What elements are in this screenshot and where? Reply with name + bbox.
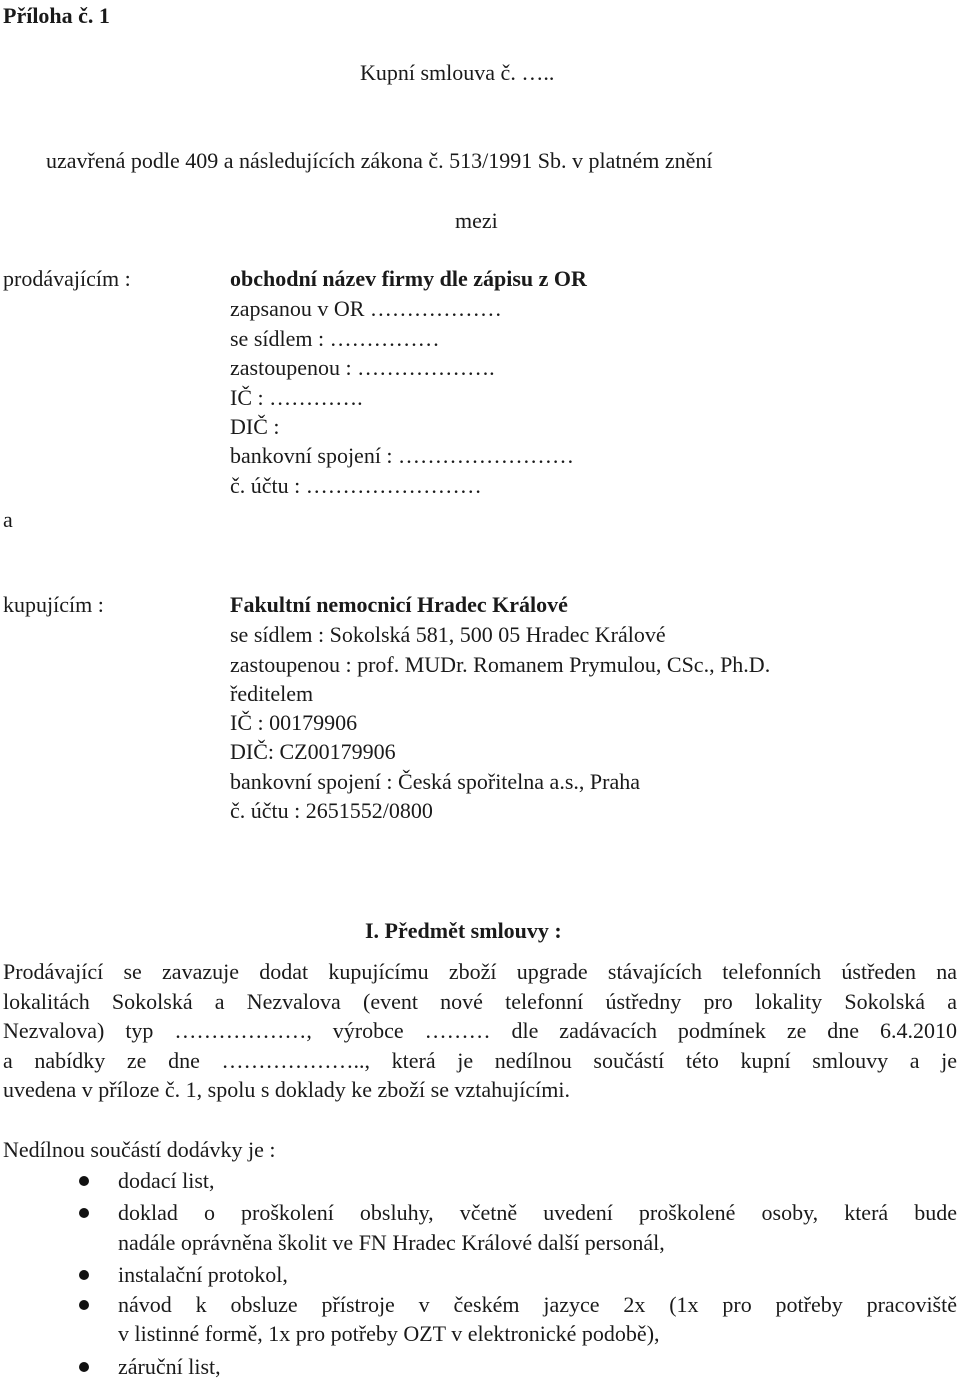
list-item: dodací list, (118, 1168, 215, 1193)
and-label: a (3, 507, 13, 532)
seller-label: prodávajícím : (3, 266, 131, 291)
list-item: záruční list, (118, 1354, 221, 1379)
contract-subtitle: uzavřená podle 409 a následujících zákona č. 513/1991 Sb. v platném znění (46, 148, 713, 173)
paragraph-line: Nezvalova) typ ………………, výrobce ……… dle zadávacích podmínek ze dne 6.4.2010 (3, 1018, 957, 1043)
seller-representative: zastoupenou : ………………. (230, 355, 495, 380)
list-item-continuation: v listinné formě, 1x pro potřeby OZT v elektronické podobě), (118, 1321, 660, 1346)
buyer-seat: se sídlem : Sokolská 581, 500 05 Hradec Králové (230, 622, 666, 647)
bullet-icon (79, 1300, 89, 1310)
buyer-representative: zastoupenou : prof. MUDr. Romanem Prymulou, CSc., Ph.D. (230, 652, 771, 677)
list-intro: Nedílnou součástí dodávky je : (3, 1137, 276, 1162)
buyer-dic: DIČ: CZ00179906 (230, 739, 396, 764)
bullet-icon (79, 1270, 89, 1280)
buyer-role: ředitelem (230, 681, 314, 706)
paragraph-line: uvedena v příloze č. 1, spolu s doklady ke zboží se vztahujícími. (3, 1077, 570, 1102)
list-item: instalační protokol, (118, 1262, 288, 1287)
bullet-icon (79, 1362, 89, 1372)
buyer-label: kupujícím : (3, 592, 104, 617)
seller-bank: bankovní spojení : …………………… (230, 443, 575, 468)
between-label: mezi (455, 208, 498, 233)
paragraph-line: Prodávající se zavazuje dodat kupujícímu zboží upgrade stávajících telefonních ústředen na (3, 959, 957, 984)
seller-seat: se sídlem : …………… (230, 326, 440, 351)
seller-registration: zapsanou v OR ……………… (230, 296, 502, 321)
contract-title: Kupní smlouva č. ….. (360, 60, 555, 85)
bullet-icon (79, 1208, 89, 1218)
buyer-account: č. účtu : 2651552/0800 (230, 798, 433, 823)
bullet-icon (79, 1176, 89, 1186)
seller-name: obchodní název firmy dle zápisu z OR (230, 266, 587, 291)
buyer-bank: bankovní spojení : Česká spořitelna a.s., Praha (230, 769, 640, 794)
paragraph-line: a nabídky ze dne ……………….., která je nedílnou součástí této kupní smlouvy a je (3, 1048, 957, 1073)
section-heading: I. Předmět smlouvy : (365, 918, 562, 943)
seller-dic: DIČ : (230, 414, 280, 439)
list-item: doklad o proškolení obsluhy, včetně uvedení proškolené osoby, která bude (118, 1200, 957, 1225)
buyer-ic: IČ : 00179906 (230, 710, 358, 735)
list-item-continuation: nadále oprávněna školit ve FN Hradec Králové další personál, (118, 1230, 665, 1255)
buyer-name: Fakultní nemocnicí Hradec Králové (230, 592, 568, 617)
attachment-label: Příloha č. 1 (3, 3, 110, 28)
seller-ic: IČ : …………. (230, 385, 363, 410)
seller-account: č. účtu : …………………… (230, 473, 482, 498)
list-item: návod k obsluze přístroje v českém jazyce 2x (1x pro potřeby pracoviště (118, 1292, 957, 1317)
paragraph-line: lokalitách Sokolská a Nezvalova (event nové telefonní ústředny pro lokality Sokolská a (3, 989, 957, 1014)
